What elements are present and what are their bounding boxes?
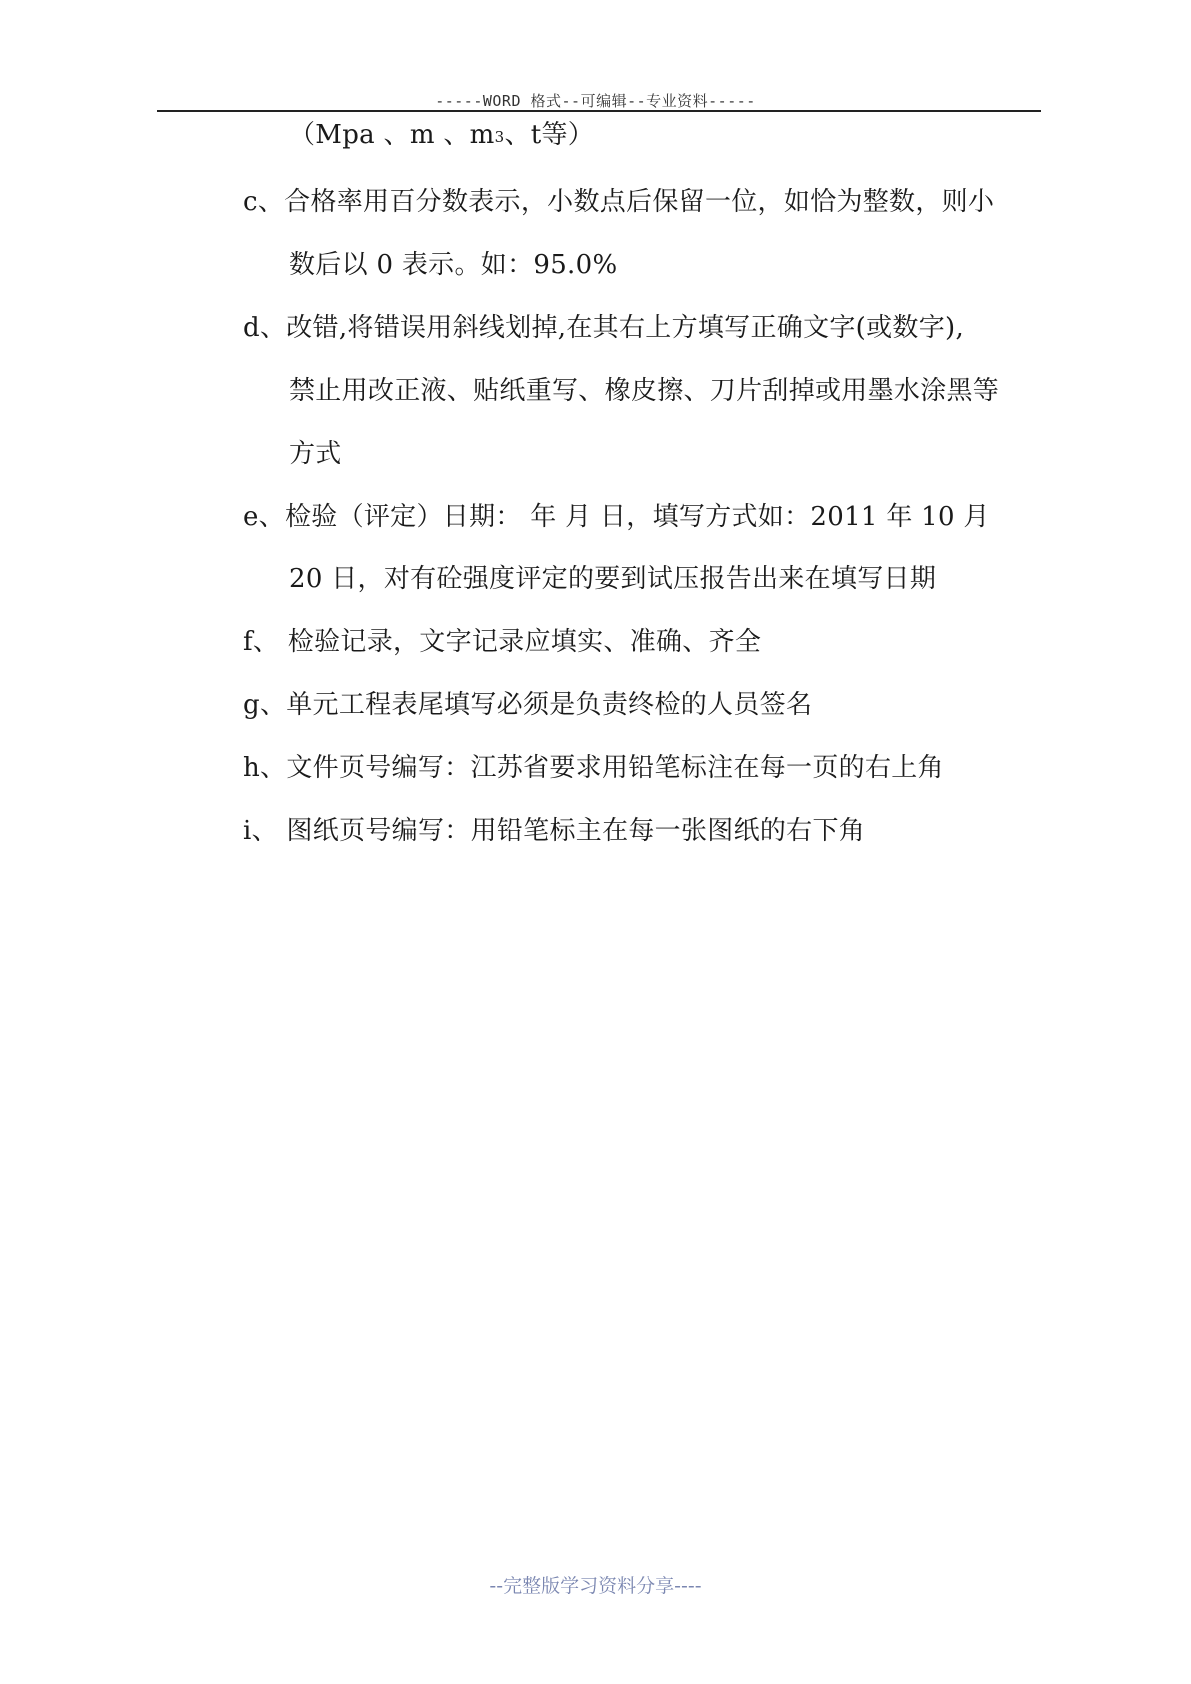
item-d-line-1: d、改错,将错误用斜线划掉,在其右上方填写正确文字(或数字),	[243, 313, 965, 343]
unit-line-text: （Mpa 、m 、m	[289, 120, 495, 150]
unit-line-tail: 、t等）	[504, 120, 595, 150]
unit-superscript: 3	[494, 128, 505, 146]
item-h-line-1: h、文件页号编写：江苏省要求用铅笔标注在每一页的右上角	[243, 753, 944, 783]
item-f-line-1: f、 检验记录，文字记录应填实、准确、齐全	[243, 627, 762, 657]
item-d-line-2: 禁止用改正液、贴纸重写、橡皮擦、刀片刮掉或用墨水涂黑等	[289, 376, 1000, 406]
item-e-line-1: e、检验（评定）日期： 年 月 日，填写方式如：2011 年 10 月	[243, 502, 990, 532]
item-c-line-2: 数后以 0 表示。如：95.0%	[289, 250, 618, 280]
page-header: -----WORD 格式--可编辑--专业资料-----	[435, 92, 756, 110]
page-footer: --完整版学习资料分享----	[489, 1575, 702, 1597]
item-g-line-1: g、单元工程表尾填写必须是负责终检的人员签名	[243, 690, 813, 720]
unit-line	[289, 118, 594, 154]
header-divider	[157, 110, 1041, 112]
item-i-line-1: i、 图纸页号编写：用铅笔标主在每一张图纸的右下角	[243, 816, 866, 846]
item-d-line-3: 方式	[289, 439, 342, 469]
item-c-line-1: c、合格率用百分数表示，小数点后保留一位，如恰为整数，则小	[243, 187, 995, 217]
item-e-line-2: 20 日，对有砼强度评定的要到试压报告出来在填写日期	[289, 564, 937, 594]
